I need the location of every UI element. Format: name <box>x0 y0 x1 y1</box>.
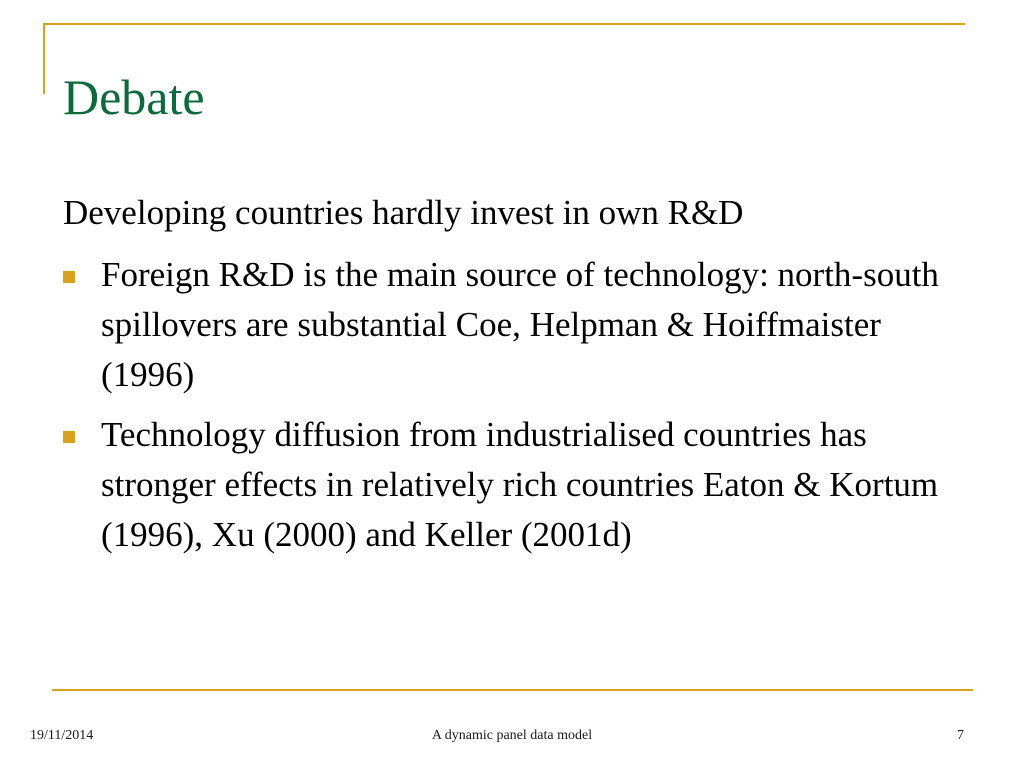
square-bullet-icon <box>63 271 75 283</box>
top-accent-line <box>43 23 965 25</box>
footer-date: 19/11/2014 <box>30 728 94 743</box>
footer-title: A dynamic panel data model <box>431 728 593 743</box>
bullet-item <box>63 250 973 400</box>
square-bullet-icon <box>63 431 75 443</box>
bullet-list <box>63 250 973 570</box>
footer-divider <box>52 689 973 691</box>
left-accent-line <box>43 23 45 94</box>
page-number: 7 <box>957 728 964 743</box>
lead-text: Developing countries hardly invest in own R&D <box>63 193 744 232</box>
bullet-text: Technology diffusion from industrialised countries has stronger effects in relatively rich countries Eaton & Kortum (1996), Xu (2000) and Keller (2001d) <box>101 415 939 554</box>
bullet-item <box>63 410 973 560</box>
bullet-text: Foreign R&D is the main source of technology: north-south spillovers are substantial Coe, Helpman & Hoiffmaister (1996) <box>101 255 939 394</box>
slide-title: Debate <box>63 69 205 125</box>
